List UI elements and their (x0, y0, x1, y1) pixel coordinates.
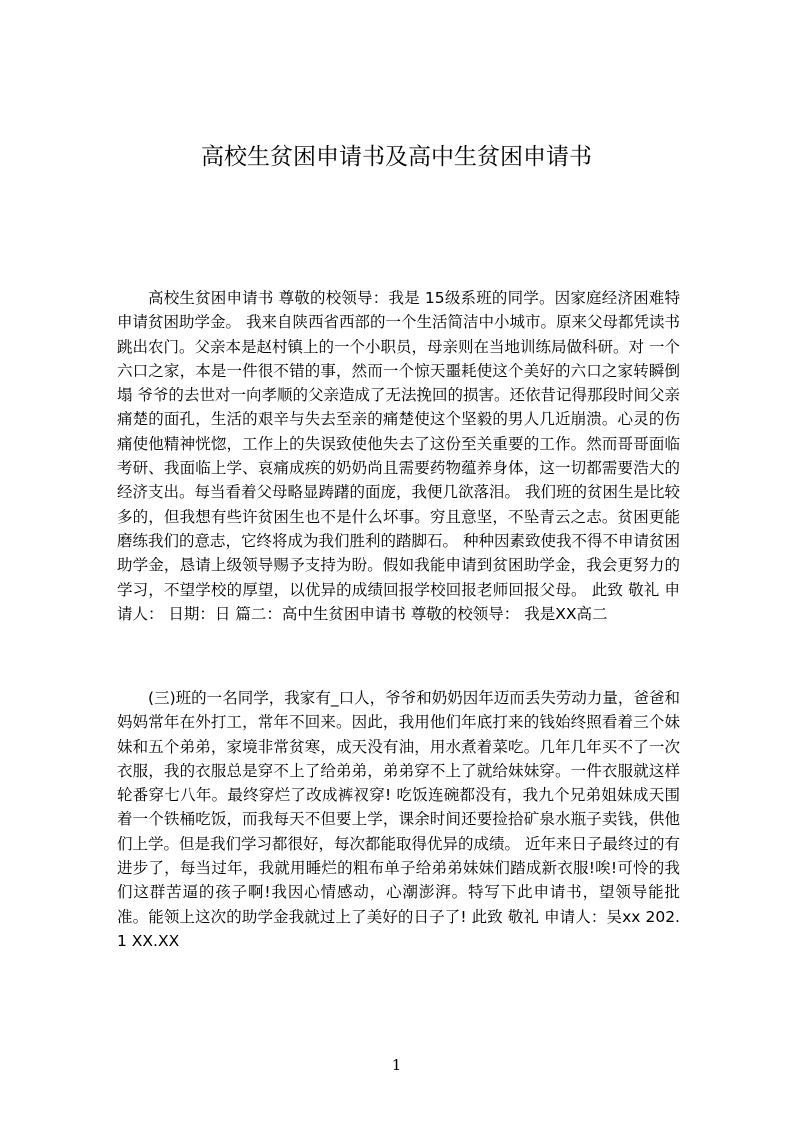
body-paragraph-1: 高校生贫困申请书 尊敬的校领导：我是 15级系班的同学。因家庭经济困难特申请贫困助学金。 我来自陕西省西部的一个生活简洁中小城市。原来父母都凭读书跳出农门。父亲本是赵村镇上的一个小职员，母亲则在当地训练局做科研。对 一个六口之家，本是一件很不错的事，然而一个惊天噩耗使这个美好的六口之家转瞬倒塌 爷爷的去世对一向孝顺的父亲造成了无法挽回的损害。还依昔记得那段时间父亲痛楚的面孔，生活的艰辛与失去至亲的痛楚使这个坚毅的男人几近崩溃。心灵的伤痛使他精神恍惚，工作上的失误致使他失去了这份至关重要的工作。然而哥哥面临考研、我面临上学、哀痛成疾的奶奶尚且需要药物蕴养身体，这一切都需要浩大的经济支出。每当看着父母略显踌躇的面庞，我便几欲落泪。 我们班的贫困生是比较多的，但我想有些许贫困生也不是什么坏事。穷且意坚，不坠青云之志。贫困更能磨练我们的意志，它终将成为我们胜利的踏脚石。 种种因素致使我不得不申请贫困助学金，恳请上级领导赐予支持为盼。假如我能申请到贫困助学金，我会更努力的学习，不望学校的厚望，以优异的成绩回报学校回报老师回报父母。 此致 敬礼 申请人： 日期：日 篇二：高中生贫困申请书 尊敬的校领导： 我是XX高二 (117, 289, 680, 623)
page-number: 1 (391, 1056, 402, 1074)
document-title: 高校生贫困申请书及高中生贫困申请书 (201, 144, 592, 170)
body-paragraph-2: (三)班的一名同学，我家有_口人，爷爷和奶奶因年迈而丢失劳动力量，爸爸和妈妈常年在外打工，常年不回来。因此，我用他们年底打来的钱始终照看着三个妹妹和五个弟弟，家境非常贫寒，成天没有油，用水煮着菜吃。几年几年买不了一次衣服，我的衣服总是穿不上了给弟弟，弟弟穿不上了就给妹妹穿。一件衣服就这样轮番穿七八年。最终穿烂了改成裤衩穿! 吃饭连碗都没有，我九个兄弟姐妹成天围着一个铁桶吃饭，而我每天不但要上学，课余时间还要捡拾矿泉水瓶子卖钱，供他们上学。但是我们学习都很好，每次都能取得优异的成绩。 近年来日子最终过的有进步了，每当过年，我就用睡烂的粗布单子给弟弟妹妹们踏成新衣服!唉!可怜的我们这群苦逼的孩子啊!我因心情感动，心潮澎湃。特写下此申请书，望领导能批准。能领上这次的助学金我就过上了美好的日子了! 此致 敬礼 申请人：吴xx 202.1 XX.XX (117, 689, 680, 950)
